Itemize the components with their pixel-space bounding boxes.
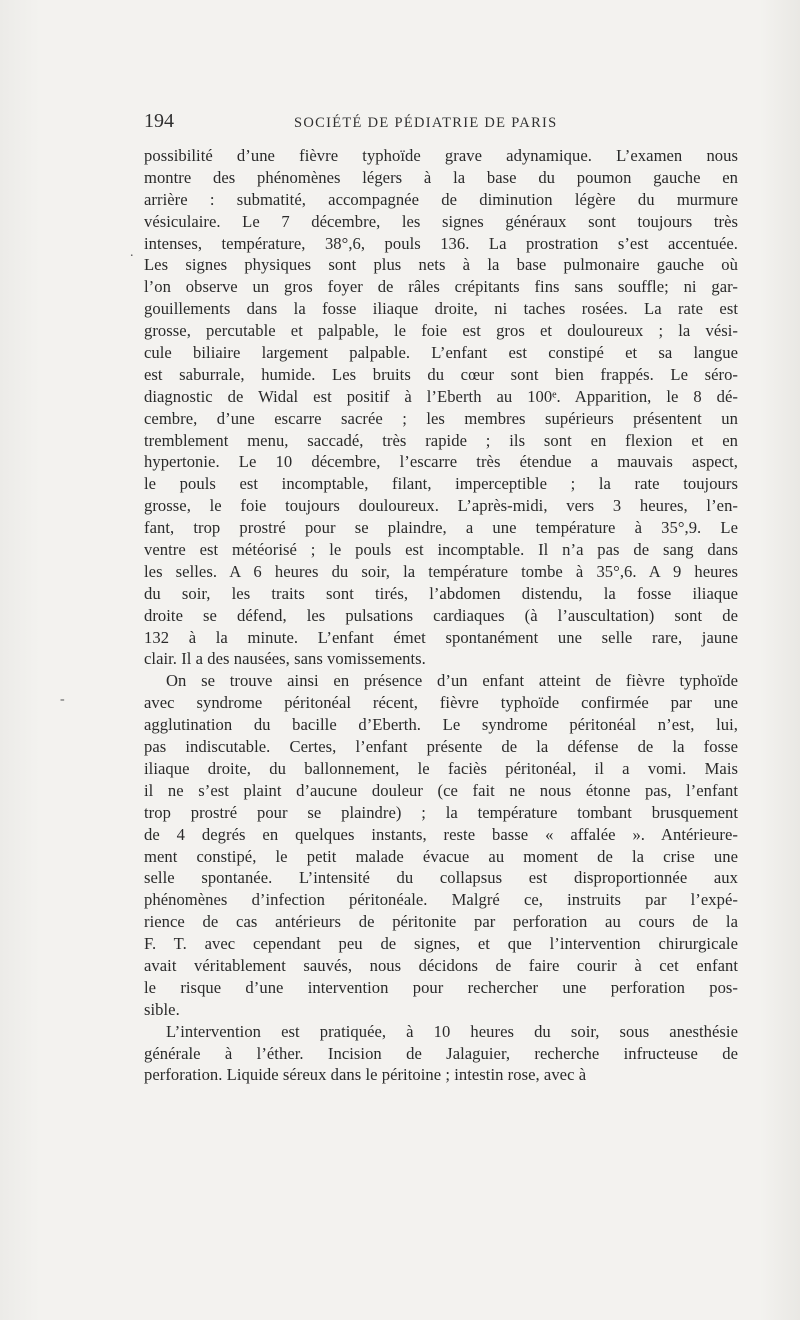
text-line: trop prostré pour se plaindre) ; la température tombant brusquement (144, 802, 738, 822)
text-line: cule biliaire largement palpable. L’enfant est constipé et sa langue (144, 343, 738, 363)
paragraph (144, 670, 738, 1020)
text-line: perforation. Liquide séreux dans le péritoine ; intestin rose, avec à (144, 1065, 587, 1085)
text-line: avait véritablement sauvés, nous décidons de faire courir à cet enfant (144, 955, 738, 975)
text-line: phénomènes d’infection péritonéale. Malgré ce, instruits par l’expé- (144, 890, 738, 910)
body-text (144, 145, 738, 1086)
paragraph (144, 145, 738, 670)
text-line: ventre est météorisé ; le pouls est incomptable. Il n’a pas de sang dans (144, 540, 738, 560)
text-line: possibilité d’une fièvre typhoïde grave adynamique. L’examen nous (144, 146, 738, 165)
page-number: 194 (144, 110, 174, 132)
text-line: le risque d’une intervention pour rechercher une perforation pos- (144, 977, 738, 997)
text-line: de 4 degrés en quelques instants, reste basse « affalée ». Antérieure- (144, 824, 738, 844)
text-line: 132 à la minute. L’enfant émet spontanément une selle rare, jaune (144, 627, 738, 647)
text-line: est saburrale, humide. Les bruits du cœur sont bien frappés. Le séro- (144, 364, 738, 384)
text-line: selle spontanée. L’intensité du collapsus est disproportionnée aux (144, 868, 738, 888)
text-line: vésiculaire. Le 7 décembre, les signes généraux sont toujours très (144, 211, 738, 231)
text-line: rience de cas antérieurs de péritonite par perforation au cours de la (144, 912, 738, 932)
text-line: Les signes physiques sont plus nets à la base pulmonaire gauche où (144, 255, 738, 275)
text-line: grosse, percutable et palpable, le foie est gros et douloureux ; la vési- (144, 321, 738, 341)
text-line: générale à l’éther. Incision de Jalaguier, recherche infructeuse de (144, 1043, 738, 1063)
page-header (144, 110, 738, 136)
text-line: cembre, d’une escarre sacrée ; les membres supérieurs présentent un (144, 408, 738, 428)
text-line: les selles. A 6 heures du soir, la température tombe à 35°,6. A 9 heures (144, 561, 738, 581)
text-line: sible. (144, 999, 180, 1019)
text-line: fant, trop prostré pour se plaindre, a une température à 35°,9. Le (144, 518, 738, 538)
running-title: SOCIÉTÉ DE PÉDIATRIE DE PARIS (294, 115, 558, 131)
text-line: intenses, température, 38°,6, pouls 136. La prostration s’est accentuée. (144, 233, 738, 253)
paragraph (144, 1021, 738, 1087)
text-line: gouillements dans la fosse iliaque droite, ni taches rosées. La rate est (144, 299, 738, 319)
text-line: grosse, le foie toujours douloureux. L’après-midi, vers 3 heures, l’en- (144, 496, 738, 516)
text-line: le pouls est incomptable, filant, imperceptible ; la rate toujours (144, 474, 738, 494)
text-line: montre des phénomènes légers à la base du poumon gauche en (144, 167, 738, 187)
text-line: On se trouve ainsi en présence d’un enfant atteint de fièvre typhoïde (166, 671, 738, 691)
margin-dot: . (130, 245, 134, 260)
text-line: il ne s’est plaint d’aucune douleur (ce fait ne nous étonne pas, l’enfant (144, 780, 738, 800)
text-line: avec syndrome péritonéal récent, fièvre typhoïde confirmée par une (144, 693, 738, 713)
text-line: iliaque droite, du ballonnement, le faciès péritonéal, il a vomi. Mais (144, 758, 738, 778)
text-line: droite se défend, les pulsations cardiaques (à l’auscultation) sont de (144, 605, 738, 625)
text-line: L’intervention est pratiquée, à 10 heures du soir, sous anesthésie (166, 1021, 738, 1041)
text-line: diagnostic de Widal est positif à l’Eberth au 100ᵉ. Apparition, le 8 dé- (144, 386, 738, 406)
text-line: l’on observe un gros foyer de râles crépitants fins sans souffle; ni gar- (144, 277, 738, 297)
text-line: pas indiscutable. Certes, l’enfant présente de la défense de la fosse (144, 737, 738, 757)
text-line: du soir, les traits sont tirés, l’abdomen distendu, la fosse iliaque (144, 583, 738, 603)
text-line: arrière : submatité, accompagnée de diminution légère du murmure (144, 189, 738, 209)
margin-dot: - (60, 692, 65, 707)
text-line: agglutination du bacille d’Eberth. Le syndrome péritonéal n’est, lui, (144, 715, 738, 735)
text-line: tremblement menu, saccadé, très rapide ; ils sont en flexion et en (144, 430, 738, 450)
text-line: hypertonie. Le 10 décembre, l’escarre très étendue a mauvais aspect, (144, 452, 738, 472)
text-line: clair. Il a des nausées, sans vomissements. (144, 649, 426, 669)
text-line: F. T. avec cependant peu de signes, et que l’intervention chirurgicale (144, 934, 738, 954)
text-line: ment constipé, le petit malade évacue au moment de la crise une (144, 846, 738, 866)
